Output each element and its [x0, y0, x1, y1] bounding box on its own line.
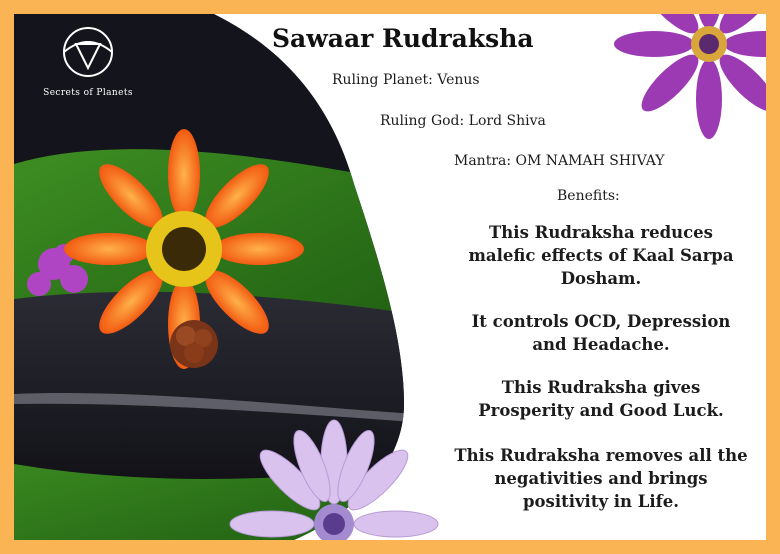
brand-name: Secrets of Planets: [43, 88, 133, 98]
benefit-item: This Rudraksha reduces malefic effects of Kaal Sarpa Dosham.: [468, 223, 734, 288]
mantra: Mantra: OM NAMAH SHIVAY: [454, 153, 665, 169]
product-card: [14, 14, 766, 540]
ruling-god: Ruling God: Lord Shiva: [380, 113, 546, 129]
benefits-heading: Benefits:: [557, 188, 620, 204]
benefit-item: This Rudraksha gives Prosperity and Good Luck.: [478, 378, 724, 420]
benefit-item: It controls OCD, Depression and Headache.: [471, 312, 731, 354]
benefit-item: This Rudraksha removes all the negativities and brings positivity in Life.: [454, 446, 748, 511]
eye-triangle-icon: [28, 22, 148, 86]
ruling-planet: Ruling Planet: Venus: [332, 72, 480, 88]
page-title: Sawaar Rudraksha: [272, 24, 534, 53]
brand-logo: [28, 22, 148, 112]
